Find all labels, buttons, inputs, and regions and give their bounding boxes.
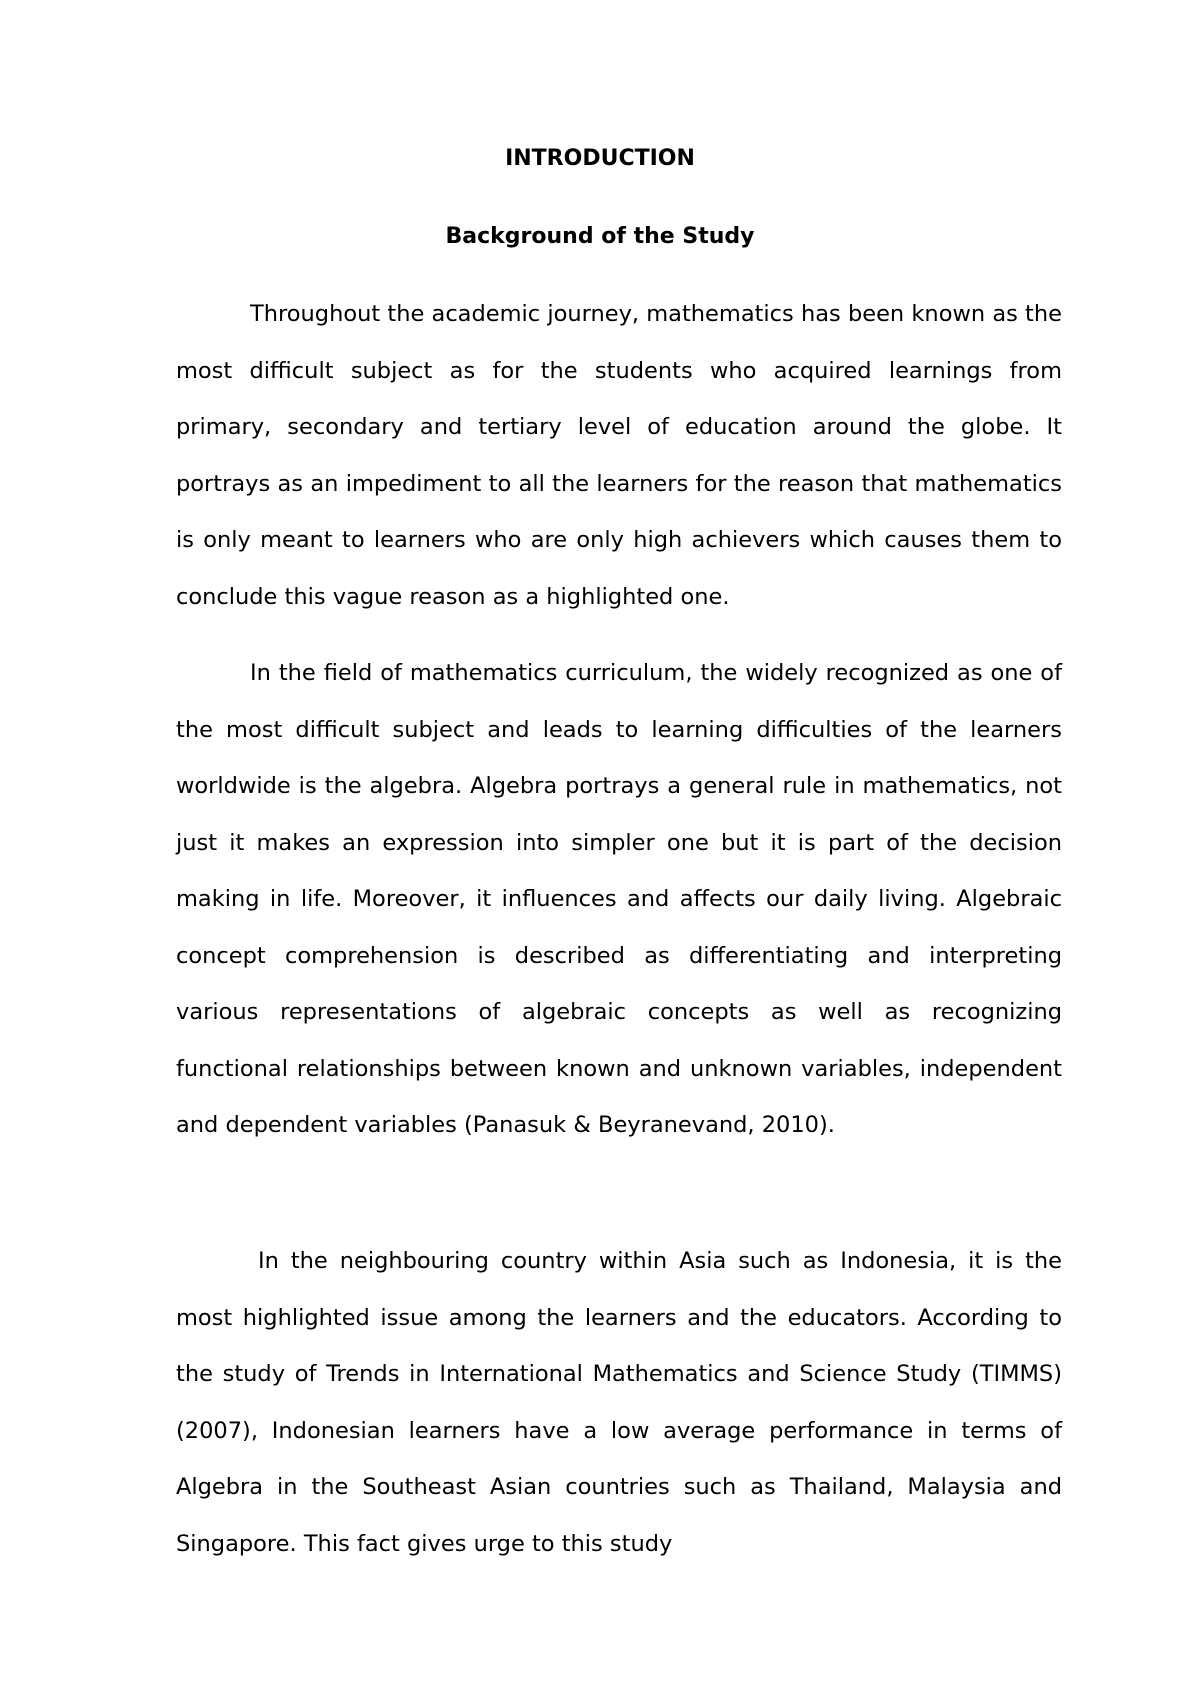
paragraph-1: Throughout the academic journey, mathematics has been known as the most difficult subject as for the students who acquired learnings from primary, secondary and tertiary level of education around the globe. It portrays as an impediment to all the learners for the reason that mathematics is only meant to learners who are only high achievers which causes them to conclude this vague reason as a highlighted one. [176,301,1062,610]
section-heading: Background of the Study [445,224,755,249]
paragraph-3: In the neighbouring country within Asia such as Indonesia, it is the most highlighted issue among the learners and the educators. According to the study of Trends in International Mathematics and Science Study (TIMMS) (2007), Indonesian learners have a low average performance in terms of Algebra in the Southeast Asian countries such as Thailand, Malaysia and Singapore. This fact gives urge to this study [176,1248,1062,1557]
page-title: INTRODUCTION [505,146,695,171]
paragraph-2: In the field of mathematics curriculum, the widely recognized as one of the most difficult subject and leads to learning difficulties of the learners worldwide is the algebra. Algebra portrays a general rule in mathematics, not just it makes an expression into simpler one but it is part of the decision making in life. Moreover, it influences and affects our daily living. Algebraic concept comprehension is described as differentiating and interpreting various representations of algebraic concepts as well as recognizing functional relationships between known and unknown variables, independent and dependent variables (Panasuk & Beyranevand, 2010). [176,660,1062,1138]
